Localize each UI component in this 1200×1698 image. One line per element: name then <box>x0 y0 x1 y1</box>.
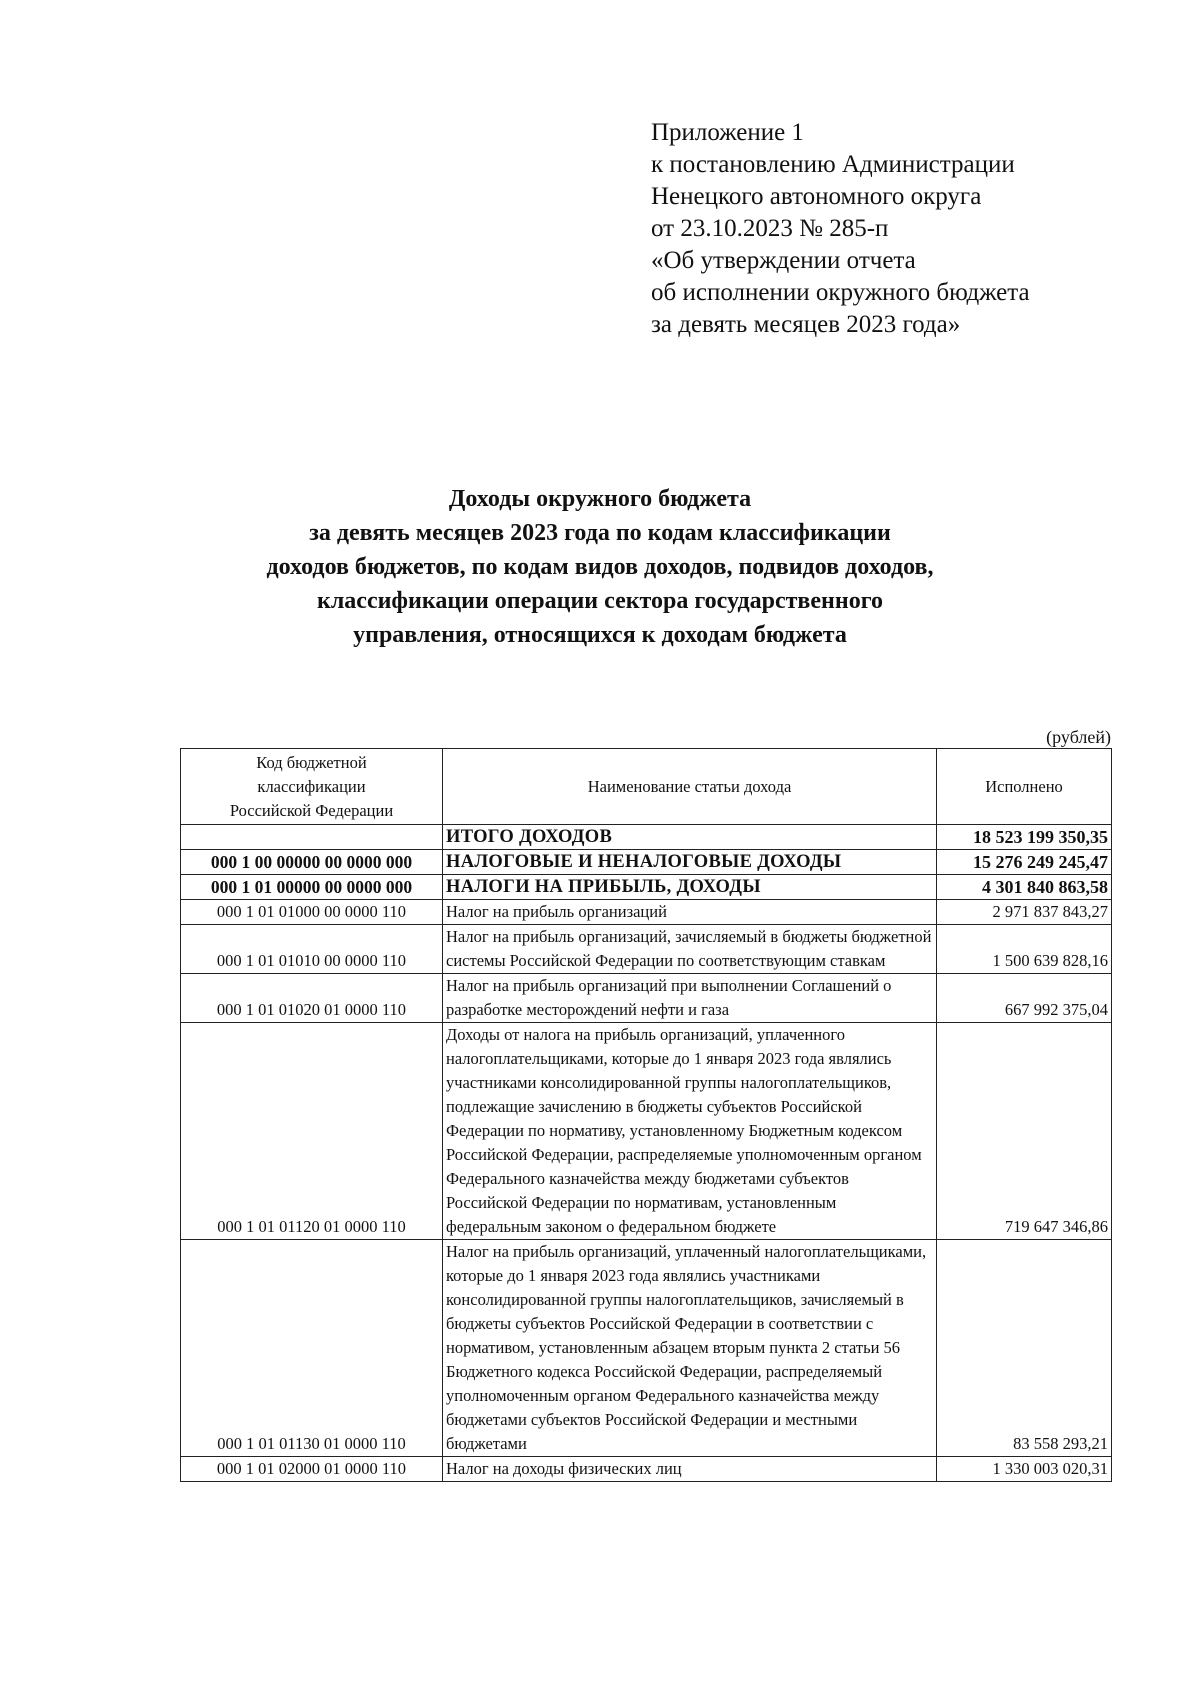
row-name: НАЛОГИ НА ПРИБЫЛЬ, ДОХОДЫ <box>443 875 937 900</box>
row-name: Доходы от налога на прибыль организаций, уплаченного налогоплательщиками, которые до 1 января 2023 года являлись участниками консолидированной группы налогоплательщиков, подлежащие зачислению в бюджеты субъектов Российской Федерации по нормативу, установленному Бюджетным кодексом Российской Федерации, распределяемые уполномоченным органом Федерального казначейства между бюджетами субъектов Российской Федерации по нормативам, установленным федеральным законом о федеральном бюджете <box>443 1023 937 1240</box>
row-amount: 4 301 840 863,58 <box>937 875 1112 900</box>
table-row <box>181 875 1112 900</box>
title-line: классификации операции сектора государственного <box>317 588 883 614</box>
document-title <box>180 482 1020 652</box>
row-code: 000 1 01 01020 01 0000 110 <box>181 974 443 1023</box>
header-code-line: Российской Федерации <box>229 800 394 820</box>
row-amount: 18 523 199 350,35 <box>937 825 1112 850</box>
table-row <box>181 1457 1112 1482</box>
table-row <box>181 900 1112 925</box>
table-row <box>181 1240 1112 1457</box>
row-name: НАЛОГОВЫЕ И НЕНАЛОГОВЫЕ ДОХОДЫ <box>443 850 937 875</box>
unit-label: (рублей) <box>1046 727 1111 747</box>
header-code <box>181 749 443 825</box>
annex-line: от 23.10.2023 № 285-п <box>651 215 889 242</box>
row-name: Налог на доходы физических лиц <box>443 1457 937 1482</box>
annex-line: за девять месяцев 2023 года» <box>651 311 961 338</box>
row-amount: 2 971 837 843,27 <box>937 900 1112 925</box>
income-table <box>180 748 1112 1482</box>
header-code-line: классификации <box>257 776 366 796</box>
title-line: Доходы окружного бюджета <box>448 486 752 512</box>
title-line: за девять месяцев 2023 года по кодам классификации <box>309 520 891 546</box>
row-code: 000 1 01 00000 00 0000 000 <box>181 875 443 900</box>
row-name: ИТОГО ДОХОДОВ <box>443 825 937 850</box>
header-name: Наименование статьи дохода <box>443 749 937 825</box>
row-name: Налог на прибыль организаций, уплаченный налогоплательщиками, которые до 1 января 2023 года являлись участниками консолидированной группы налогоплательщиков, зачисляемый в бюджеты субъектов Российской Федерации в соответствии с нормативом, установленным абзацем вторым пункта 2 статьи 56 Бюджетного кодекса Российской Федерации, распределяемый уполномоченным органом Федерального казначейства между бюджетами субъектов Российской Федерации и местными бюджетами <box>443 1240 937 1457</box>
header-amount: Исполнено <box>937 749 1112 825</box>
row-code: 000 1 01 01000 00 0000 110 <box>181 900 443 925</box>
row-name: Налог на прибыль организаций, зачисляемый в бюджеты бюджетной системы Российской Федерации по соответствующим ставкам <box>443 925 937 974</box>
row-amount: 15 276 249 245,47 <box>937 850 1112 875</box>
row-code: 000 1 01 01120 01 0000 110 <box>181 1023 443 1240</box>
row-amount: 719 647 346,86 <box>937 1023 1112 1240</box>
row-code: 000 1 00 00000 00 0000 000 <box>181 850 443 875</box>
row-code <box>181 825 443 850</box>
annex-line: об исполнении окружного бюджета <box>651 279 1030 306</box>
annex-line: Приложение 1 <box>651 119 804 146</box>
row-code: 000 1 01 02000 01 0000 110 <box>181 1457 443 1482</box>
row-name: Налог на прибыль организаций при выполнении Соглашений о разработке месторождений нефти и газа <box>443 974 937 1023</box>
table-row <box>181 825 1112 850</box>
row-amount: 1 500 639 828,16 <box>937 925 1112 974</box>
annex-line: «Об утверждении отчета <box>651 247 916 274</box>
row-amount: 1 330 003 020,31 <box>937 1457 1112 1482</box>
header-code-line: Код бюджетной <box>256 752 367 772</box>
table-row <box>181 850 1112 875</box>
annex-line: к постановлению Администрации <box>651 151 1015 178</box>
row-amount: 667 992 375,04 <box>937 974 1112 1023</box>
title-line: управления, относящихся к доходам бюджета <box>353 622 847 648</box>
annex-block <box>651 117 1030 341</box>
table-row <box>181 925 1112 974</box>
table-row <box>181 1023 1112 1240</box>
row-code: 000 1 01 01130 01 0000 110 <box>181 1240 443 1457</box>
row-name: Налог на прибыль организаций <box>443 900 937 925</box>
row-amount: 83 558 293,21 <box>937 1240 1112 1457</box>
table-header-row <box>181 749 1112 825</box>
annex-line: Ненецкого автономного округа <box>651 183 982 210</box>
table-row <box>181 974 1112 1023</box>
row-code: 000 1 01 01010 00 0000 110 <box>181 925 443 974</box>
title-line: доходов бюджетов, по кодам видов доходов, подвидов доходов, <box>266 554 934 580</box>
